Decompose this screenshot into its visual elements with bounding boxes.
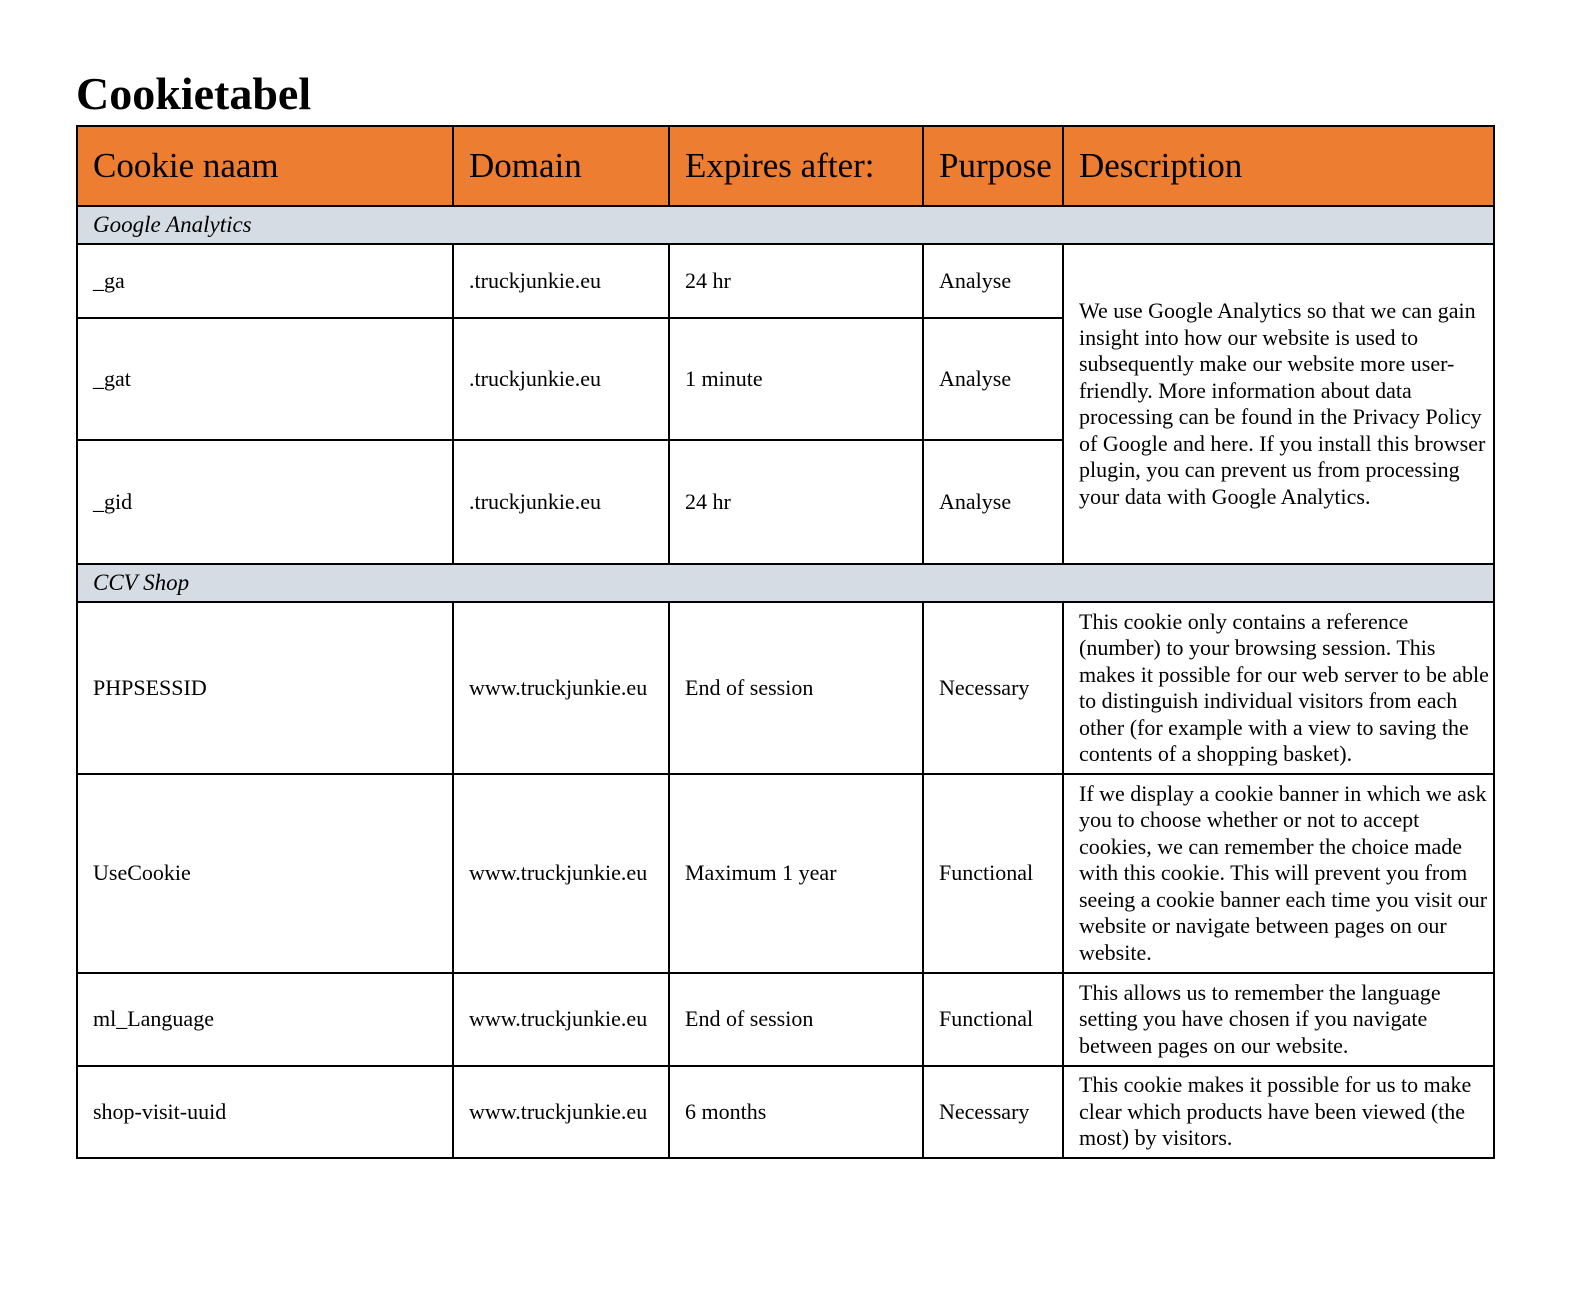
cookie-domain: .truckjunkie.eu: [453, 244, 669, 318]
cookie-expires: End of session: [669, 973, 923, 1066]
cookie-purpose: Functional: [923, 973, 1063, 1066]
cookie-purpose: Analyse: [923, 244, 1063, 318]
cookie-purpose: Analyse: [923, 318, 1063, 440]
cookie-name: ml_Language: [77, 973, 453, 1066]
group-row-google-analytics: [77, 206, 1494, 244]
cookie-expires: 6 months: [669, 1066, 923, 1158]
cookie-domain: www.truckjunkie.eu: [453, 973, 669, 1066]
cookie-description: We use Google Analytics so that we can gain insight into how our website is used to subsequently make our website more user-friendly. More information about data processing can be found in the Privacy Policy of Google and here. If you install this browser plugin, you can prevent us from processing your data with Google Analytics.: [1063, 244, 1494, 564]
table-row: [77, 602, 1494, 774]
cookie-expires: 1 minute: [669, 318, 923, 440]
column-header-purpose: Purpose: [923, 126, 1063, 206]
cookie-name: _gid: [77, 440, 453, 564]
table-row: [77, 1066, 1494, 1158]
cookie-description: This cookie only contains a reference (number) to your browsing session. This makes it possible for our web server to be able to distinguish individual visitors from each other (for example with a view to saving the contents of a shopping basket).: [1063, 602, 1494, 774]
table-row: [77, 973, 1494, 1066]
group-name: CCV Shop: [77, 564, 1494, 602]
table-header-row: [77, 126, 1494, 206]
table-row: [77, 774, 1494, 973]
cookie-name: shop-visit-uuid: [77, 1066, 453, 1158]
page-title: Cookietabel: [76, 68, 312, 119]
cookie-description: This allows us to remember the language setting you have chosen if you navigate between pages on our website.: [1063, 973, 1494, 1066]
cookie-expires: 24 hr: [669, 440, 923, 564]
cookie-purpose: Necessary: [923, 1066, 1063, 1158]
cookie-expires: End of session: [669, 602, 923, 774]
cookie-expires: Maximum 1 year: [669, 774, 923, 973]
cookie-domain: .truckjunkie.eu: [453, 440, 669, 564]
table-row: [77, 244, 1494, 318]
column-header-domain: Domain: [453, 126, 669, 206]
cookie-domain: www.truckjunkie.eu: [453, 1066, 669, 1158]
group-name: Google Analytics: [77, 206, 1494, 244]
cookie-domain: www.truckjunkie.eu: [453, 602, 669, 774]
column-header-description: Description: [1063, 126, 1494, 206]
column-header-expires: Expires after:: [669, 126, 923, 206]
cookie-name: PHPSESSID: [77, 602, 453, 774]
cookie-purpose: Necessary: [923, 602, 1063, 774]
cookie-name: _gat: [77, 318, 453, 440]
group-row-ccv-shop: [77, 564, 1494, 602]
cookie-description: This cookie makes it possible for us to make clear which products have been viewed (the most) by visitors.: [1063, 1066, 1494, 1158]
cookie-expires: 24 hr: [669, 244, 923, 318]
cookie-domain: .truckjunkie.eu: [453, 318, 669, 440]
cookie-name: _ga: [77, 244, 453, 318]
cookie-purpose: Functional: [923, 774, 1063, 973]
cookie-description: If we display a cookie banner in which we ask you to choose whether or not to accept cookies, we can remember the choice made with this cookie. This will prevent you from seeing a cookie banner each time you visit our website or navigate between pages on our website.: [1063, 774, 1494, 973]
cookie-domain: www.truckjunkie.eu: [453, 774, 669, 973]
column-header-cookie-name: Cookie naam: [77, 126, 453, 206]
cookie-purpose: Analyse: [923, 440, 1063, 564]
cookie-table: [76, 125, 1495, 1159]
cookie-name: UseCookie: [77, 774, 453, 973]
